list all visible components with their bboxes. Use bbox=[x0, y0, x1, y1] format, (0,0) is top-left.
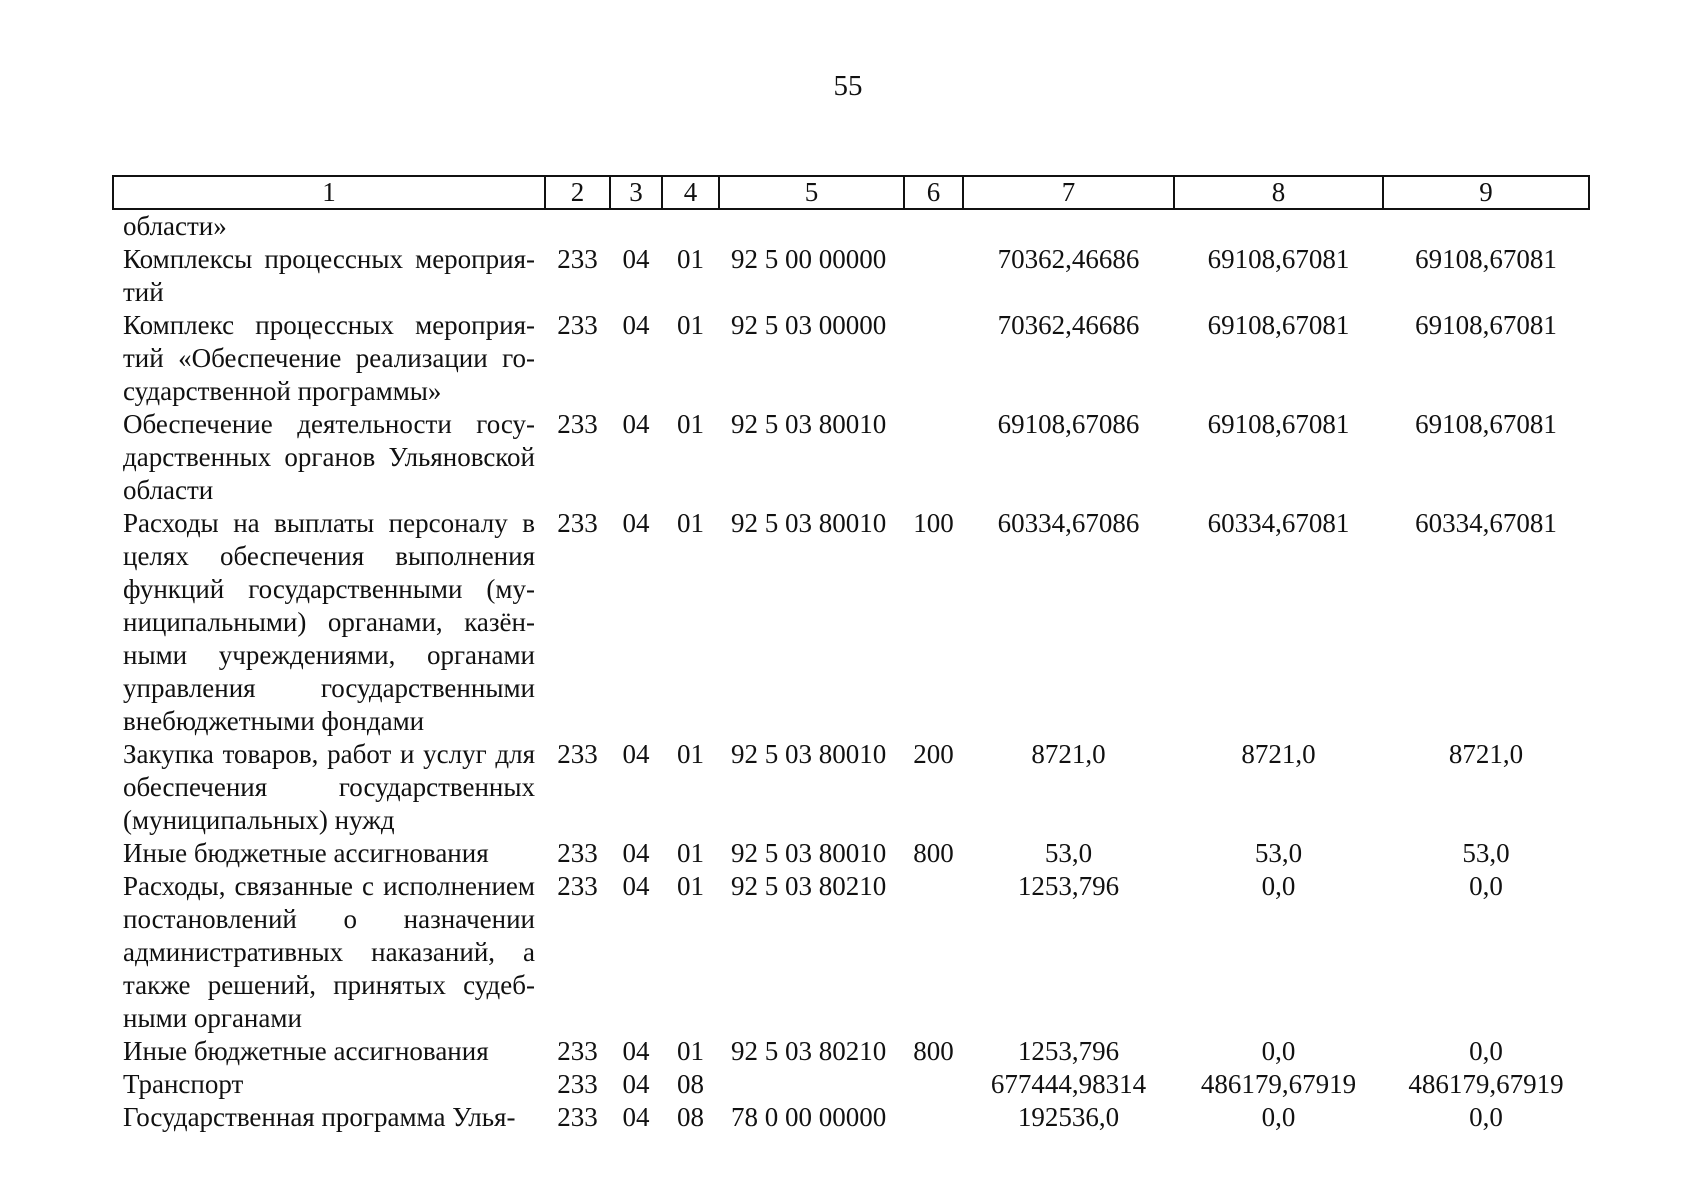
table-row bbox=[113, 1101, 1589, 1134]
table-row bbox=[113, 507, 1589, 738]
cell-col2 bbox=[545, 209, 610, 243]
cell-col6: 100 bbox=[913, 508, 954, 538]
cell-col9 bbox=[1383, 209, 1589, 243]
column-header: 1 bbox=[113, 176, 545, 209]
cell-col6: 800 bbox=[913, 838, 954, 868]
column-header: 9 bbox=[1383, 176, 1589, 209]
cell-col3: 04 bbox=[622, 1102, 650, 1132]
cell-col9: 53,0 bbox=[1462, 838, 1510, 868]
cell-col7: 53,0 bbox=[1044, 838, 1093, 868]
cell-col4: 08 bbox=[677, 1069, 704, 1099]
row-name: Комплекс процессных мероприятий «Обеспечение реализации государственной программы» bbox=[123, 310, 535, 406]
cell-col5: 92 5 03 80210 bbox=[731, 1036, 887, 1066]
cell-col3 bbox=[610, 209, 662, 243]
cell-col3: 04 bbox=[622, 310, 650, 340]
cell-col4: 08 bbox=[677, 1102, 704, 1132]
row-name: Расходы на выплаты персоналу в целях обеспечения выполнения функций государственными (муниципальными) органами, казёнными учреждениями, органами управления государственными внебюджетными фондами bbox=[123, 508, 535, 736]
cell-col5: 92 5 03 80010 bbox=[731, 838, 887, 868]
cell-col3: 04 bbox=[622, 409, 650, 439]
table-row bbox=[113, 309, 1589, 408]
budget-table bbox=[112, 175, 1590, 1134]
column-header: 2 bbox=[545, 176, 610, 209]
table-row bbox=[113, 870, 1589, 1035]
cell-col9: 60334,67081 bbox=[1415, 508, 1557, 538]
cell-col4: 01 bbox=[677, 739, 704, 769]
cell-col5 bbox=[719, 1068, 904, 1101]
cell-col4: 01 bbox=[677, 1036, 704, 1066]
cell-col2: 233 bbox=[557, 1036, 598, 1066]
cell-col3: 04 bbox=[622, 1069, 650, 1099]
cell-col7: 70362,46686 bbox=[997, 310, 1140, 340]
cell-col2: 233 bbox=[557, 1069, 598, 1099]
table-header-row bbox=[113, 176, 1589, 209]
cell-col6 bbox=[904, 408, 963, 507]
cell-col2: 233 bbox=[557, 1102, 598, 1132]
cell-col7: 1253,796 bbox=[1017, 1036, 1120, 1066]
cell-col7: 677444,98314 bbox=[990, 1069, 1147, 1099]
cell-col5: 78 0 00 00000 bbox=[731, 1102, 887, 1132]
table-row bbox=[113, 738, 1589, 837]
cell-col9: 8721,0 bbox=[1448, 739, 1524, 769]
column-header: 4 bbox=[662, 176, 719, 209]
row-name: Государственная программа Улья- bbox=[123, 1102, 516, 1132]
cell-col2: 233 bbox=[557, 244, 598, 274]
cell-col8: 486179,67919 bbox=[1200, 1069, 1357, 1099]
cell-col9: 69108,67081 bbox=[1415, 409, 1557, 439]
cell-col7: 70362,46686 bbox=[997, 244, 1140, 274]
row-name: Иные бюджетные ассигнования bbox=[123, 838, 489, 868]
cell-col8: 0,0 bbox=[1261, 1102, 1296, 1132]
cell-col9: 486179,67919 bbox=[1408, 1069, 1564, 1099]
cell-col7: 8721,0 bbox=[1031, 739, 1106, 769]
cell-col3: 04 bbox=[622, 871, 650, 901]
cell-col8: 69108,67081 bbox=[1207, 244, 1350, 274]
cell-col3: 04 bbox=[622, 244, 650, 274]
cell-col8: 60334,67081 bbox=[1207, 508, 1350, 538]
cell-col7: 60334,67086 bbox=[997, 508, 1140, 538]
cell-col8: 53,0 bbox=[1254, 838, 1303, 868]
cell-col2: 233 bbox=[557, 871, 598, 901]
cell-col5: 92 5 03 80010 bbox=[731, 739, 887, 769]
cell-col4: 01 bbox=[677, 244, 704, 274]
table-row bbox=[113, 408, 1589, 507]
cell-col4: 01 bbox=[677, 871, 704, 901]
cell-col6 bbox=[904, 243, 963, 309]
page-number: 55 bbox=[833, 70, 863, 102]
cell-col3: 04 bbox=[622, 1036, 650, 1066]
row-name: Иные бюджетные ассигнования bbox=[123, 1036, 489, 1066]
cell-col8: 69108,67081 bbox=[1207, 409, 1350, 439]
row-name: области» bbox=[123, 211, 227, 241]
cell-col3: 04 bbox=[622, 508, 650, 538]
cell-col8 bbox=[1174, 209, 1383, 243]
cell-col4: 01 bbox=[677, 508, 704, 538]
cell-col2: 233 bbox=[557, 508, 598, 538]
cell-col3: 04 bbox=[622, 739, 650, 769]
cell-col9: 0,0 bbox=[1469, 871, 1503, 901]
cell-col6 bbox=[904, 870, 963, 1035]
cell-col9: 0,0 bbox=[1469, 1102, 1503, 1132]
cell-col2: 233 bbox=[557, 409, 598, 439]
cell-col8: 8721,0 bbox=[1241, 739, 1316, 769]
cell-col8: 0,0 bbox=[1261, 1036, 1296, 1066]
cell-col5: 92 5 03 80210 bbox=[731, 871, 887, 901]
cell-col2: 233 bbox=[557, 310, 598, 340]
cell-col5: 92 5 00 00000 bbox=[731, 244, 887, 274]
cell-col7: 69108,67086 bbox=[997, 409, 1140, 439]
table-row bbox=[113, 243, 1589, 309]
row-name: Расходы, связанные с исполнением постановлений о назначении административных наказаний, а также решений, принятых судебными органами bbox=[123, 871, 535, 1033]
cell-col9: 69108,67081 bbox=[1415, 244, 1557, 274]
table-row bbox=[113, 1035, 1589, 1068]
row-name: Комплексы процессных мероприятий bbox=[123, 244, 535, 307]
cell-col2: 233 bbox=[557, 838, 598, 868]
cell-col5: 92 5 03 80010 bbox=[731, 409, 887, 439]
cell-col4: 01 bbox=[677, 310, 704, 340]
column-header: 5 bbox=[719, 176, 904, 209]
cell-col6: 800 bbox=[913, 1036, 954, 1066]
cell-col9: 69108,67081 bbox=[1415, 310, 1557, 340]
cell-col5: 92 5 03 80010 bbox=[731, 508, 887, 538]
column-header: 8 bbox=[1174, 176, 1383, 209]
cell-col8: 69108,67081 bbox=[1207, 310, 1350, 340]
cell-col6: 200 bbox=[913, 739, 954, 769]
cell-col9: 0,0 bbox=[1469, 1036, 1503, 1066]
column-header: 6 bbox=[904, 176, 963, 209]
table-row bbox=[113, 837, 1589, 870]
row-name: Обеспечение деятельности государственных органов Ульяновской области bbox=[123, 409, 535, 505]
cell-col2: 233 bbox=[557, 739, 598, 769]
table-row bbox=[113, 1068, 1589, 1101]
cell-col6 bbox=[904, 309, 963, 408]
cell-col4: 01 bbox=[677, 838, 704, 868]
cell-col4 bbox=[662, 209, 719, 243]
row-name: Закупка товаров, работ и услуг для обеспечения государственных (муниципальных) нужд bbox=[123, 739, 535, 835]
row-name: Транспорт bbox=[123, 1069, 244, 1099]
cell-col7: 192536,0 bbox=[1017, 1102, 1120, 1132]
cell-col6 bbox=[904, 209, 963, 243]
cell-col3: 04 bbox=[622, 838, 650, 868]
cell-col4: 01 bbox=[677, 409, 704, 439]
column-header: 3 bbox=[610, 176, 662, 209]
cell-col5 bbox=[719, 209, 904, 243]
cell-col6 bbox=[904, 1101, 963, 1134]
cell-col7 bbox=[963, 209, 1174, 243]
cell-col5: 92 5 03 00000 bbox=[731, 310, 887, 340]
cell-col7: 1253,796 bbox=[1017, 871, 1120, 901]
cell-col6 bbox=[904, 1068, 963, 1101]
column-header: 7 bbox=[963, 176, 1174, 209]
table-row bbox=[113, 209, 1589, 243]
cell-col8: 0,0 bbox=[1261, 871, 1296, 901]
